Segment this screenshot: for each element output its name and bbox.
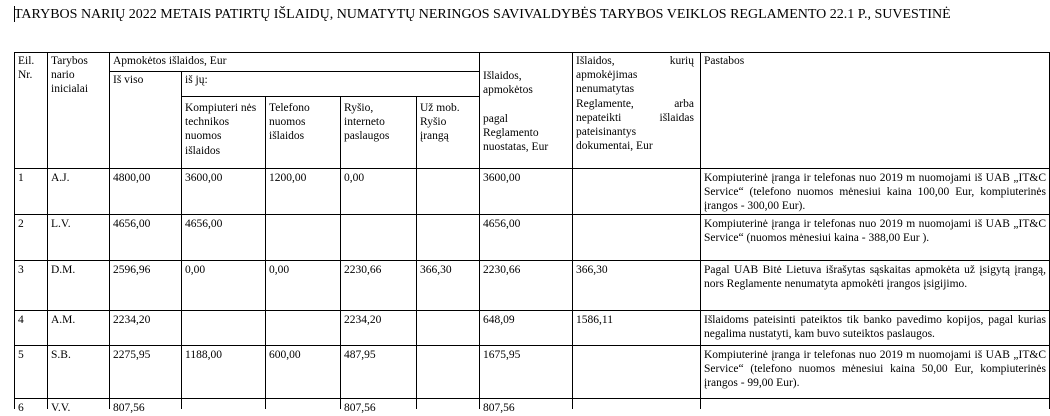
cell-device [417,400,479,402]
header-notes: Pastabos [704,55,745,67]
header-unpaid: Išlaidos, kurių apmokėjimas nenumatytas Reglamente, arba nepateikti išlaidas pateisinantys dokumentai, Eur [576,55,694,153]
cell-phone: 600,00 [269,349,301,361]
cell-device [417,170,479,172]
cell-total: 4800,00 [113,172,151,184]
cell-total: 2596,96 [113,264,151,276]
cell-device: 366,30 [420,264,452,276]
cell-reglament: 3600,00 [483,172,521,184]
header-paid-group: Apmokėtos išlaidos, Eur [113,55,227,67]
cell-note: Pagal UAB Bitė Lietuva išrašytas sąskaitas apmokėta už įsigytą įrangą, nors Reglamente nenumatyta apmokėti įrangos įsigijimo. [704,264,1046,291]
cell-unpaid [573,400,700,402]
cell-note: Išlaidoms pateisinti pateiktos tik banko pavedimo kopijos, pagal kurias negalima nustatyti, kam buvo suteiktos paslaugos. [704,314,1046,341]
cell-unpaid [573,170,700,172]
cell-phone [266,400,340,402]
header-internet: Ryšio, interneto paslaugos [344,102,390,143]
header-initials: Tarybos nario inicialai [51,55,89,96]
cell-total: 4656,00 [113,218,151,230]
cell-internet: 807,56 [344,402,376,414]
cell-no: 1 [18,172,24,184]
cell-phone: 0,00 [269,264,290,276]
cell-device [417,216,479,218]
cell-phone [266,312,340,314]
cell-reglament: 2230,66 [483,264,521,276]
cell-internet: 2230,66 [344,264,382,276]
cell-computer: 1188,00 [185,349,222,361]
header-no: Eil. Nr. [18,55,35,82]
cell-unpaid: 366,30 [576,264,608,276]
cell-computer: 3600,00 [185,172,223,184]
cell-phone: 1200,00 [269,172,307,184]
document-title: TARYBOS NARIŲ 2022 METAIS PATIRTŲ IŠLAIDŲ, NUMATYTŲ NERINGOS SAVIVALDYBĖS TARYBOS VEIKLOS REGLAMENTO 22.1 P., SUVESTINĖ [14,7,951,22]
cell-initials: A.M. [51,314,76,326]
cell-unpaid [573,347,700,349]
cell-computer: 4656,00 [185,218,223,230]
cell-total: 2275,95 [113,349,151,361]
cell-computer [182,400,265,402]
header-reglament-a: Išlaidos, apmokėtos [483,70,533,97]
cell-unpaid: 1586,11 [576,314,613,326]
cell-internet: 0,00 [344,172,365,184]
cell-note [701,400,1049,402]
cell-note: Kompiuterinė įranga ir telefonas nuo 2019 m nuomojami iš UAB „IT&C Service“ (telefono nuomos mėnesiui kaina 100,00 Eur, kompiuterinės įrangos - 300,00 Eur). [704,172,1046,213]
header-of-which: iš jų: [185,74,208,86]
cell-unpaid [573,216,700,218]
cell-initials: D.M. [51,264,76,276]
cell-computer: 0,00 [185,264,206,276]
cell-no: 2 [18,218,24,230]
cell-reglament: 807,56 [483,402,515,414]
header-total: Iš viso [113,74,144,86]
cell-initials: S.B. [51,349,71,361]
cell-initials: A.J. [51,172,70,184]
cell-device [417,347,479,349]
cell-phone [266,216,340,218]
cell-internet [341,216,416,218]
cell-note: Kompiuterinė įranga ir telefonas nuo 2019 m nuomojami iš UAB „IT&C Service“ (telefono nuomos mėnesiui kaina 50,00 Eur, kompiuterinės įrangos - 99,00 Eur). [704,349,1046,390]
cell-internet: 487,95 [344,349,376,361]
cell-note: Kompiuterinė įranga ir telefonas nuo 2019 m nuomojami iš UAB „IT&C Service“ (nuomos mėnesiui kaina - 388,00 Eur ). [704,218,1046,245]
cell-no: 3 [18,264,24,276]
cell-no: 5 [18,349,24,361]
cell-computer [182,312,265,314]
cell-initials: L.V. [51,218,71,230]
cell-no: 6 [18,402,24,414]
cell-device [417,312,479,314]
header-phone: Telefono nuomos išlaidos [269,102,310,143]
cell-initials: V.V. [51,402,71,414]
cell-reglament: 4656,00 [483,218,521,230]
cell-total: 2234,20 [113,314,151,326]
header-reglament-b: pagal Reglamento nuostatas, Eur [483,113,549,154]
cell-reglament: 1675,95 [483,349,521,361]
header-computer: Kompiuteri nės technikos nuomos išlaidos [185,102,257,157]
header-device: Už mob. Ryšio įrangą [420,102,460,143]
cell-total: 807,56 [113,402,145,414]
cell-internet: 2234,20 [344,314,382,326]
cell-reglament: 648,09 [483,314,515,326]
cell-no: 4 [18,314,24,326]
